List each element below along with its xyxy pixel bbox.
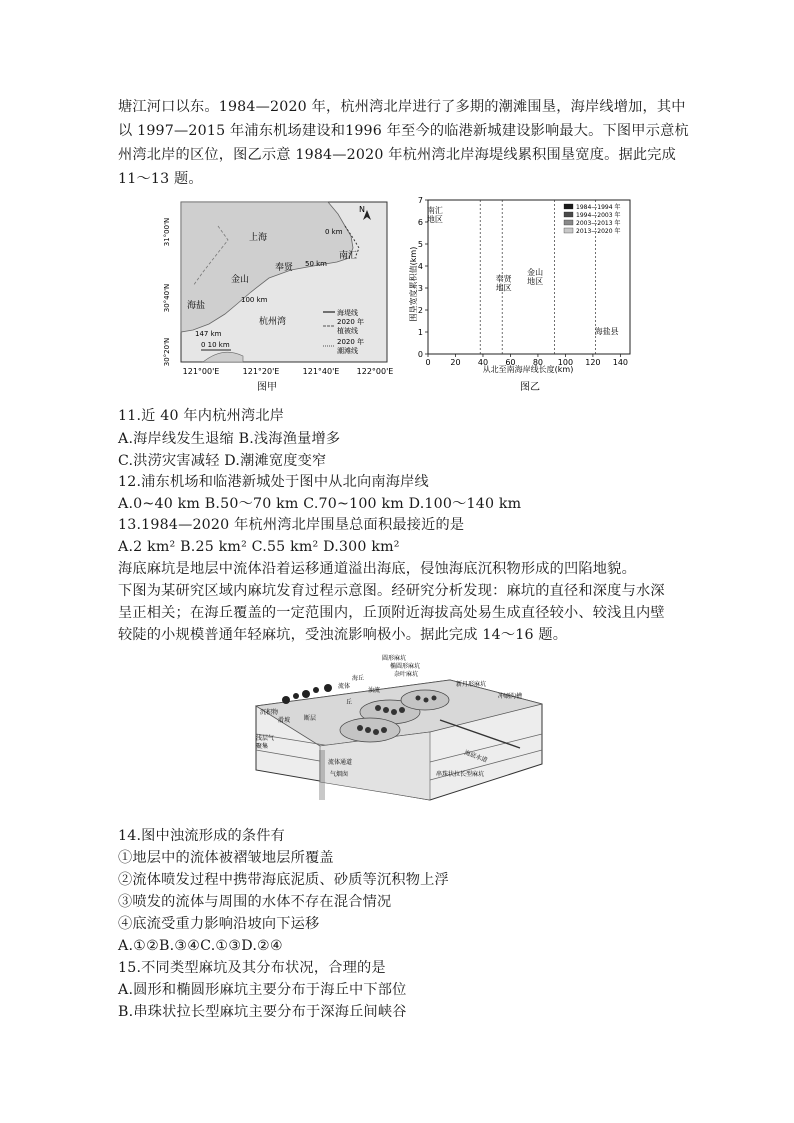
label-landslide: 滑坡 [278,717,291,724]
place-jinshan: 金山 [231,275,250,285]
place-hangzhou-bay: 杭州湾 [259,317,287,327]
dist-50: 50 km [305,260,328,268]
x-tick-label: 100 [557,358,574,367]
chart-caption: 图乙 [520,382,540,393]
region-label: 地区 [527,276,544,286]
q11-options-1[interactable]: A.海岸线发生退缩 B.浅海渔量增多 [118,431,341,447]
label-scour-channel: 冲刷沟槽 [498,693,523,700]
intro-line-1: 塘江河口以东。1984—2020 年，杭州湾北岸进行了多期的潮滩围垦，海岸线增加，其中 [118,99,686,115]
q14-item-4: ④底流受重力影响沿坡向下运移 [118,916,320,932]
legend-2020-2: 2020 年 [337,338,365,346]
label-fluid: 流体 [338,683,351,690]
y-tick-label: 5 [417,240,423,249]
y-tick-label: 1 [417,328,423,337]
chart-ylabel: 围垦宽度累积值(km) [409,246,418,322]
label-seamount: 海丘 [352,675,365,682]
label-crescent-pockmark: 新月形麻坑 [456,681,487,688]
intro-line-2: 以 1997—2015 年浦东机场建设和1996 年至今的临港新城建设影响最大。下图甲示意杭 [118,123,689,139]
label-sediment: 沉积物 [260,709,279,716]
legend-label: 1994—2003 年 [576,212,621,219]
chart-svg [408,194,638,396]
q15-option-a[interactable]: A.圆形和椭圆形麻坑主要分布于海丘中下部位 [118,982,407,998]
north-label: N [359,205,365,214]
chart-xlabel: 从北至南海岸线长度(km) [482,365,574,374]
x-tick-label: 140 [612,358,629,367]
diagram-svg [250,650,550,808]
pockmark-diagram [250,650,550,808]
q14-item-3: ③喷发的流体与周围的水体不存在混合情况 [118,894,392,910]
label-fluid-channel: 流体通道 [328,759,353,766]
place-nanhui: 南汇 [339,251,358,261]
label-submarine-channel: 海底水道 [463,749,489,765]
region-label: 南汇 [426,206,443,216]
label-turbidity: 浊流 [368,687,381,694]
q13-stem: 13.1984—2020 年杭州湾北岸围垦总面积最接近的是 [118,517,465,533]
legend-swatch [564,212,573,217]
region-label: 地区 [426,215,443,225]
q13-options[interactable]: A.2 km² B.25 km² C.55 km² D.300 km² [118,539,400,555]
lon-121-20: 121°20'E [242,367,280,376]
label-hill: 丘 [346,699,353,706]
label-beaded-pockmark: 串珠状拉长型麻坑 [436,771,485,778]
passage2-line-3: 呈正相关；在海丘覆盖的一定范围内，丘顶附近海拔高处易生成直径较小、较浅且内壁 [118,605,665,621]
y-tick-label: 7 [417,196,423,205]
passage2-line-4: 较陡的小规模普通年轻麻坑，受浊流影响极小。据此完成 14～16 题。 [118,627,568,643]
map-caption: 图甲 [257,382,277,393]
place-haiyan: 海盐 [187,301,206,311]
map-figure [163,196,395,396]
x-tick-label: 40 [477,358,489,367]
label-elliptical-pockmark: 椭圆形麻坑 [390,663,421,670]
y-tick-label: 0 [417,350,423,359]
region-label: 奉贤 [495,274,512,284]
y-tick-label: 6 [417,218,423,227]
chart-figure [408,194,638,396]
q15-option-b[interactable]: B.串珠状拉长型麻坑主要分布于深海丘间峡谷 [118,1004,407,1020]
lat-30-20: 30°20'N [163,337,171,367]
x-tick-label: 120 [585,358,601,367]
label-gas-chimney: 气烟囱 [330,771,349,778]
lon-121-40: 121°40'E [302,367,340,376]
passage2-line-2: 下图为某研究区域内麻坑发育过程示意图。经研究分析发现：麻坑的直径和深度与水深 [118,583,665,599]
legend-2020-1: 2020 年 [337,318,365,326]
y-tick-label: 3 [417,284,423,293]
q14-item-1: ①地层中的流体被褶皱地层所覆盖 [118,850,334,866]
legend-label: 2013—2020 年 [576,228,621,235]
region-label: 地区 [495,283,512,293]
q14-stem: 14.图中浊流形成的条件有 [118,828,286,844]
legend-swatch [564,228,573,233]
x-tick-label: 0 [425,358,431,367]
y-tick-label: 2 [417,306,423,315]
legend-label: 2003—2013 年 [576,220,621,227]
dist-100: 100 km [241,296,268,304]
intro-line-3: 州湾北岸的区位，图乙示意 1984—2020 年杭州湾北岸海堤线累积围垦宽度。据此完成 [118,147,677,163]
label-leaf-pockmark: 杂叶麻坑 [394,671,419,678]
q14-item-2: ②流体喷发过程中携带海底泥质、砂质等沉积物上浮 [118,872,449,888]
label-shallow-gas: 浅层气 [256,735,275,742]
lat-30-40: 30°40'N [163,283,171,313]
q12-stem: 12.浦东机场和临港新城处于图中从北向南海岸线 [118,474,429,490]
x-tick-label: 80 [532,358,544,367]
x-tick-label: 20 [450,358,461,367]
lon-121-00: 121°00'E [182,367,220,376]
q14-options[interactable]: A.①②B.③④C.①③D.②④ [118,938,283,954]
dist-147: 147 km [195,330,222,338]
q15-stem: 15.不同类型麻坑及其分布状况，合理的是 [118,960,386,976]
intro-line-4: 11～13 题。 [118,171,203,187]
q11-options-2[interactable]: C.洪涝灾害减轻 D.潮滩宽度变窄 [118,453,327,469]
q11-stem: 11.近 40 年内杭州湾北岸 [118,408,285,424]
place-shanghai: 上海 [249,233,268,243]
q12-options[interactable]: A.0~40 km B.50～70 km C.70~100 km D.100～140 km [118,496,522,512]
dist-0: 0 km [325,228,343,236]
region-label: 海盐县 [594,327,619,337]
legend-swatch [564,204,573,209]
legend-vegetation: 植被线 [337,327,358,335]
legend-label: 1984—1994 年 [576,204,621,211]
map-svg [163,196,395,396]
label-accumulation: 聚集 [256,743,269,750]
scale-label: 0 10 km [201,341,230,349]
lon-122-00: 122°00'E [356,367,394,376]
passage2-line-1: 海底麻坑是地层中流体沿着运移通道溢出海底，侵蚀海底沉积物形成的凹陷地貌。 [118,561,636,577]
lat-31: 31°00'N [163,217,171,247]
y-tick-label: 4 [417,262,423,271]
x-tick-label: 60 [505,358,516,367]
legend-tidal: 潮滩线 [337,347,358,355]
region-label: 金山 [527,267,544,277]
label-round-pockmark: 圆形麻坑 [382,655,407,662]
label-fault: 断层 [304,715,317,722]
legend-seawall: 海堤线 [337,309,358,317]
place-fengxian: 奉贤 [275,263,294,273]
legend-swatch [564,220,573,225]
